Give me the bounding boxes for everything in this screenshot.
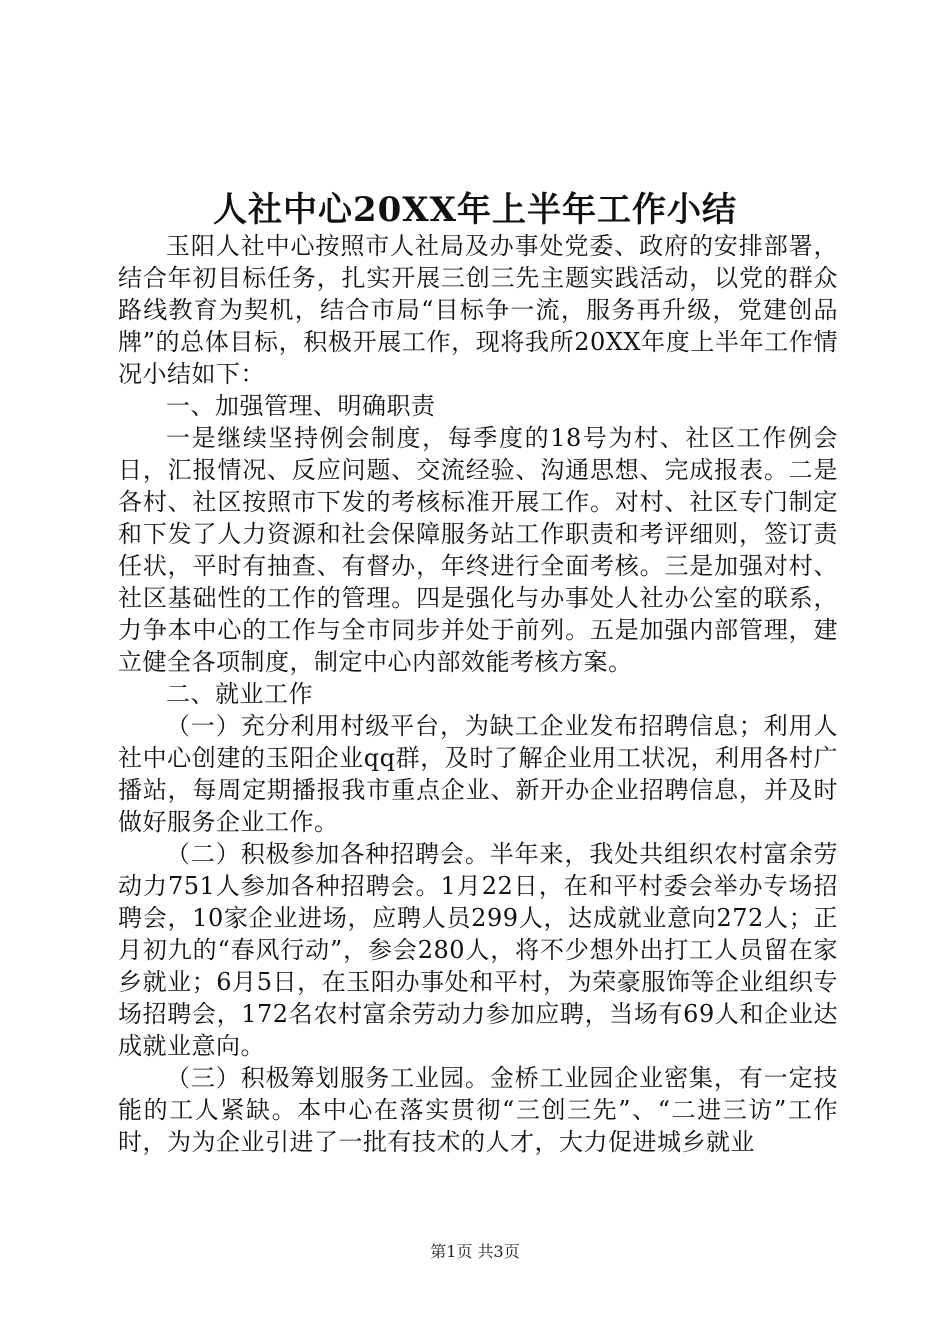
section-2-heading: 二、就业工作 xyxy=(166,680,313,708)
section-2-item-1: （一）充分利用村级平台，为缺工企业发布招聘信息；利用人社中心创建的玉阳企业qq群，及时了解企业用工状况，利用各村广播站，每周定期播报我市重点企业、新开办企业招聘信息，并及时做好服务企业工作。 xyxy=(118,712,838,836)
section-2-item-3: （三）积极筹划服务工业园。金桥工业园企业密集，有一定技能的工人紧缺。本中心在落实贯彻“三创三先”、“二进三访”工作时，为为企业引进了一批有技术的人才，大力促进城乡就业 xyxy=(118,1064,838,1156)
document-body xyxy=(118,230,838,1158)
section-1-heading: 一、加强管理、明确职责 xyxy=(166,392,436,420)
document-title: 人社中心20XX年上半年工作小结 xyxy=(212,190,738,230)
section-2-item-2: （二）积极参加各种招聘会。半年来，我处共组织农村富余劳动力751人参加各种招聘会。1月22日，在和平村委会举办专场招聘会，10家企业进场，应聘人员299人，达成就业意向272人；正月初九的“春风行动”，参会280人，将不少想外出打工人员留在家乡就业；6月5日，在玉阳办事处和平村，为荣豪服饰等企业组织专场招聘会，172名农村富余劳动力参加应聘，当场有69人和企业达成就业意向。 xyxy=(118,840,838,1060)
section-1-paragraph: 一是继续坚持例会制度，每季度的18号为村、社区工作例会日，汇报情况、反应问题、交流经验、沟通思想、完成报表。二是各村、社区按照市下发的考核标准开展工作。对村、社区专门制定和下发了人力资源和社会保障服务站工作职责和考评细则，签订责任状，平时有抽查、有督办，年终进行全面考核。三是加强对村、社区基础性的工作的管理。四是强化与办事处人社办公室的联系，力争本中心的工作与全市同步并处于前列。五是加强内部管理，建立健全各项制度，制定中心内部效能考核方案。 xyxy=(118,424,838,676)
intro-paragraph: 玉阳人社中心按照市人社局及办事处党委、政府的安排部署，结合年初目标任务，扎实开展三创三先主题实践活动，以党的群众路线教育为契机，结合市局“目标争一流，服务再升级，党建创品牌”的总体目标，积极开展工作，现将我所20XX年度上半年工作情况小结如下： xyxy=(118,232,838,388)
page-number: 第1页 共3页 xyxy=(430,1242,520,1261)
